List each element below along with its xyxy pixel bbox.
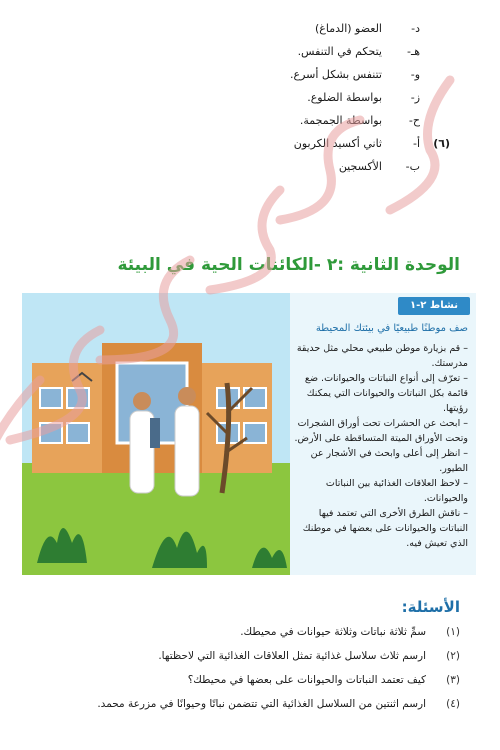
answer-letter: ح-: [408, 114, 420, 127]
activity-box: [22, 293, 476, 575]
question-number: (١): [446, 626, 460, 638]
answer-list: [150, 22, 450, 183]
activity-item: – ناقش الطرق الأخرى التي تعتمد فيها النباتات والحيوانات على بعضها في موطنك الذي تعيش فيه.: [288, 506, 468, 551]
activity-item: – تعرّف إلى أنواع النباتات والحيوانات. ضع قائمة بكل النباتات والحيوانات التي يمكنك رؤيتها.: [288, 371, 468, 416]
questions-list: [40, 626, 460, 722]
answer-row: [150, 22, 450, 45]
activity-item: – ابحث عن الحشرات تحت أوراق الشجرات وتحت الأوراق الميتة المتساقطة على الأرض.: [288, 416, 468, 446]
question-row: [40, 674, 460, 698]
school-scene-illustration: [22, 293, 290, 575]
answer-text: يتحكم في التنفس.: [297, 45, 382, 58]
answer-number: (٦): [433, 137, 450, 150]
answer-text: بواسطة الضلوع.: [307, 91, 382, 104]
answer-letter: و-: [410, 68, 420, 81]
answer-letter: أ-: [412, 137, 420, 150]
answer-letter: ز-: [410, 91, 420, 104]
answer-row: [150, 91, 450, 114]
question-text: ارسم اثنتين من السلاسل الغذائية التي تتضمن نباتًا وحيوانًا في مزرعة محمد.: [97, 698, 426, 710]
question-text: سمِّ ثلاثة نباتات وثلاثة حيوانات في محيطك.: [240, 626, 426, 638]
answer-text: العضو (الدماغ): [314, 22, 382, 35]
activity-item: – قم بزيارة موطن طبيعي محلي مثل حديقة مدرستك.: [288, 341, 468, 371]
answer-row: [150, 137, 450, 160]
activity-list: [288, 341, 468, 551]
activity-heading: صف موطنًا طبيعيًا في بيئتك المحيطة: [315, 323, 468, 334]
question-row: [40, 626, 460, 650]
question-text: ارسم ثلاث سلاسل غذائية تمثل العلاقات الغذائية التي لاحظتها.: [158, 650, 426, 662]
question-row: [40, 698, 460, 722]
question-row: [40, 650, 460, 674]
activity-item: – لاحظ العلاقات الغذائية بين النباتات والحيوانات.: [288, 476, 468, 506]
questions-title: الأسئلة:: [401, 598, 460, 616]
activity-badge: نشاط ٢-١: [398, 297, 470, 315]
answer-row: [150, 160, 450, 183]
answer-text: الأكسجين: [338, 160, 382, 173]
answer-row: [150, 114, 450, 137]
answer-row: [150, 68, 450, 91]
answer-letter: هـ-: [407, 45, 420, 58]
unit-title: الوحدة الثانية :٢ -الكائنات الحية في البيئة: [117, 255, 460, 275]
question-number: (٤): [446, 698, 460, 710]
answer-row: [150, 45, 450, 68]
activity-item: – انظر إلى أعلى وابحث في الأشجار عن الطيور.: [288, 446, 468, 476]
answer-text: ثاني أكسيد الكربون: [293, 137, 382, 150]
answer-letter: ب-: [405, 160, 420, 173]
question-number: (٢): [446, 650, 460, 662]
answer-text: تتنفس بشكل أسرع.: [290, 68, 382, 81]
answer-text: بواسطة الجمجمة.: [299, 114, 382, 127]
answer-letter: د-: [411, 22, 420, 35]
question-number: (٣): [446, 674, 460, 686]
question-text: كيف تعتمد النباتات والحيوانات على بعضها في محيطك؟: [187, 674, 426, 686]
